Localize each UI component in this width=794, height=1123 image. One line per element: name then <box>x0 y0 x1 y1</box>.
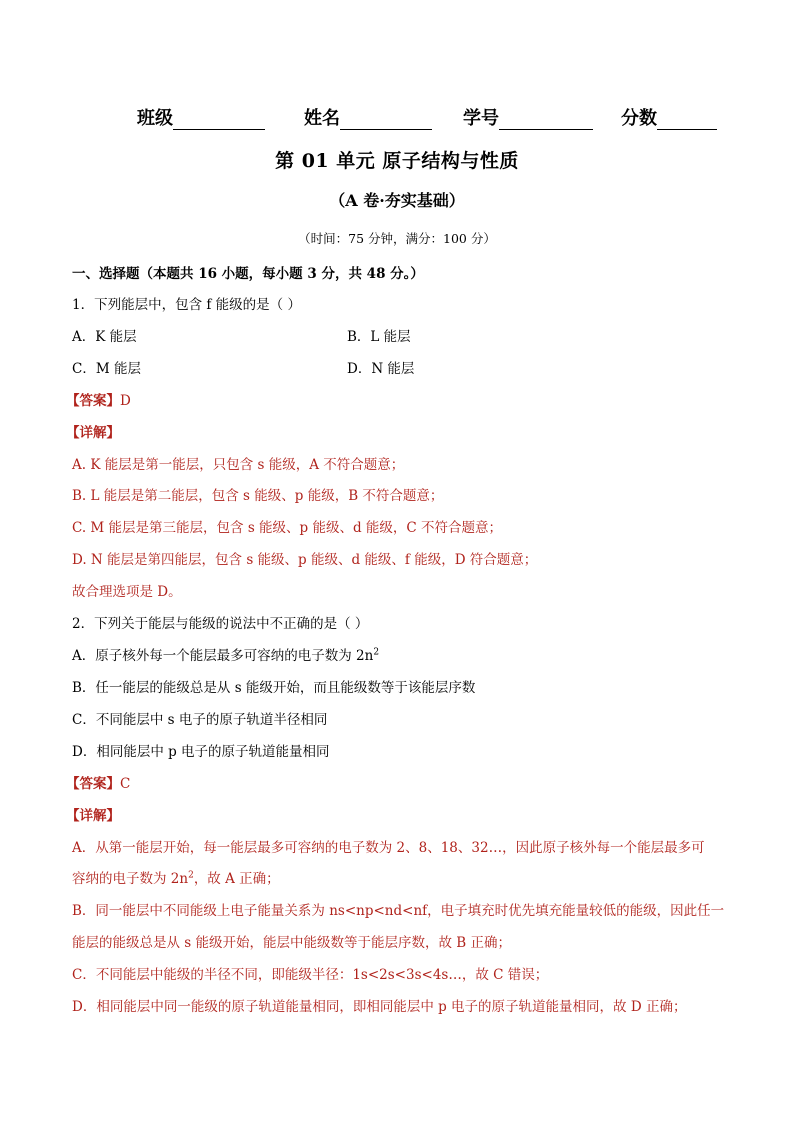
q1-detail-tag: 【详解】 <box>66 425 120 441</box>
q1-option-b: B．L 能层 <box>347 329 411 345</box>
q2-option-b: B．任一能层的能级总是从 s 能级开始，而且能级数等于该能层序数 <box>72 680 476 696</box>
q1-conclusion: 故合理选项是 D。 <box>72 584 182 600</box>
score-field <box>621 104 717 130</box>
class-label: 班级 <box>137 108 173 129</box>
q1-answer <box>66 389 131 409</box>
name-label: 姓名 <box>304 108 340 129</box>
student-info-header <box>137 104 737 132</box>
question-2-stem: 2．下列关于能层与能级的说法中不正确的是（ ） <box>72 616 369 632</box>
q2-answer-tag: 【答案】 <box>66 776 120 792</box>
q2-detail-a-line2-end: ，故 A 正确； <box>193 871 280 887</box>
q1-option-c: C．M 能层 <box>72 361 141 377</box>
q1-detail-b: B. L 能层是第二能层，包含 s 能级、p 能级，B 不符合题意； <box>72 488 444 504</box>
q2-detail-a-line2-text: 容纳的电子数为 2n <box>72 871 189 887</box>
q2-detail-tag: 【详解】 <box>66 808 120 824</box>
section-heading: 一、选择题（本题共 16 小题，每小题 3 分，共 48 分。） <box>72 266 424 282</box>
question-1-stem: 1．下列能层中，包含 f 能级的是（ ） <box>72 297 301 313</box>
q2-detail-a-line1: A．从第一能层开始，每一能层最多可容纳的电子数为 2、8、18、32…，因此原子核外每一个能层最多可 <box>72 840 705 856</box>
class-blank[interactable] <box>173 107 265 130</box>
q1-detail-a: A. K 能层是第一能层，只包含 s 能级，A 不符合题意； <box>72 457 405 473</box>
unit-title: 第 01 单元 原子结构与性质 <box>275 150 519 172</box>
student-id-field <box>463 104 593 130</box>
class-field <box>137 104 265 130</box>
q1-detail-d: D. N 能层是第四能层，包含 s 能级、p 能级、d 能级、f 能级，D 符合题意； <box>72 552 538 568</box>
q2-option-d: D．相同能层中 p 电子的原子轨道能量相同 <box>72 744 330 760</box>
q2-option-a <box>72 644 379 664</box>
student-id-label: 学号 <box>463 108 499 129</box>
q2-detail-d: D．相同能层中同一能级的原子轨道能量相同，即相同能层中 p 电子的原子轨道能量相同，故 D 正确； <box>72 999 687 1015</box>
q1-option-d: D．N 能层 <box>347 361 415 377</box>
exam-info: （时间：75 分钟，满分：100 分） <box>298 231 496 246</box>
score-label: 分数 <box>621 108 657 129</box>
q2-answer <box>66 772 130 792</box>
score-blank[interactable] <box>657 107 717 130</box>
q2-option-c: C．不同能层中 s 电子的原子轨道半径相同 <box>72 712 328 728</box>
name-field <box>304 104 432 130</box>
q1-answer-tag: 【答案】 <box>66 393 120 409</box>
q2-detail-c: C．不同能层中能级的半径不同，即能级半径：1s<2s<3s<4s…，故 C 错误； <box>72 967 549 983</box>
paper-subtitle: （A 卷·夯实基础） <box>329 191 465 210</box>
q1-option-a: A．K 能层 <box>72 329 137 345</box>
q2-answer-value: C <box>120 776 131 792</box>
q2-detail-b-line1: B．同一能层中不同能级上电子能量关系为 ns<np<nd<nf，电子填充时优先填充能量较低的能级，因此任一 <box>72 903 725 919</box>
q2-option-a-exponent: 2 <box>373 647 380 658</box>
q2-detail-b-line2: 能层的能级总是从 s 能级开始，能层中能级数等于能层序数，故 B 正确； <box>72 935 512 951</box>
q1-answer-value: D <box>120 393 131 409</box>
name-blank[interactable] <box>340 107 432 130</box>
q1-detail-c: C. M 能层是第三能层，包含 s 能级、p 能级、d 能级，C 不符合题意； <box>72 520 503 536</box>
q2-option-a-text: A．原子核外每一个能层最多可容纳的电子数为 2n <box>72 648 374 664</box>
student-id-blank[interactable] <box>499 107 593 130</box>
q2-detail-a-line2 <box>72 867 280 887</box>
q2-detail-a-exponent: 2 <box>188 870 194 881</box>
